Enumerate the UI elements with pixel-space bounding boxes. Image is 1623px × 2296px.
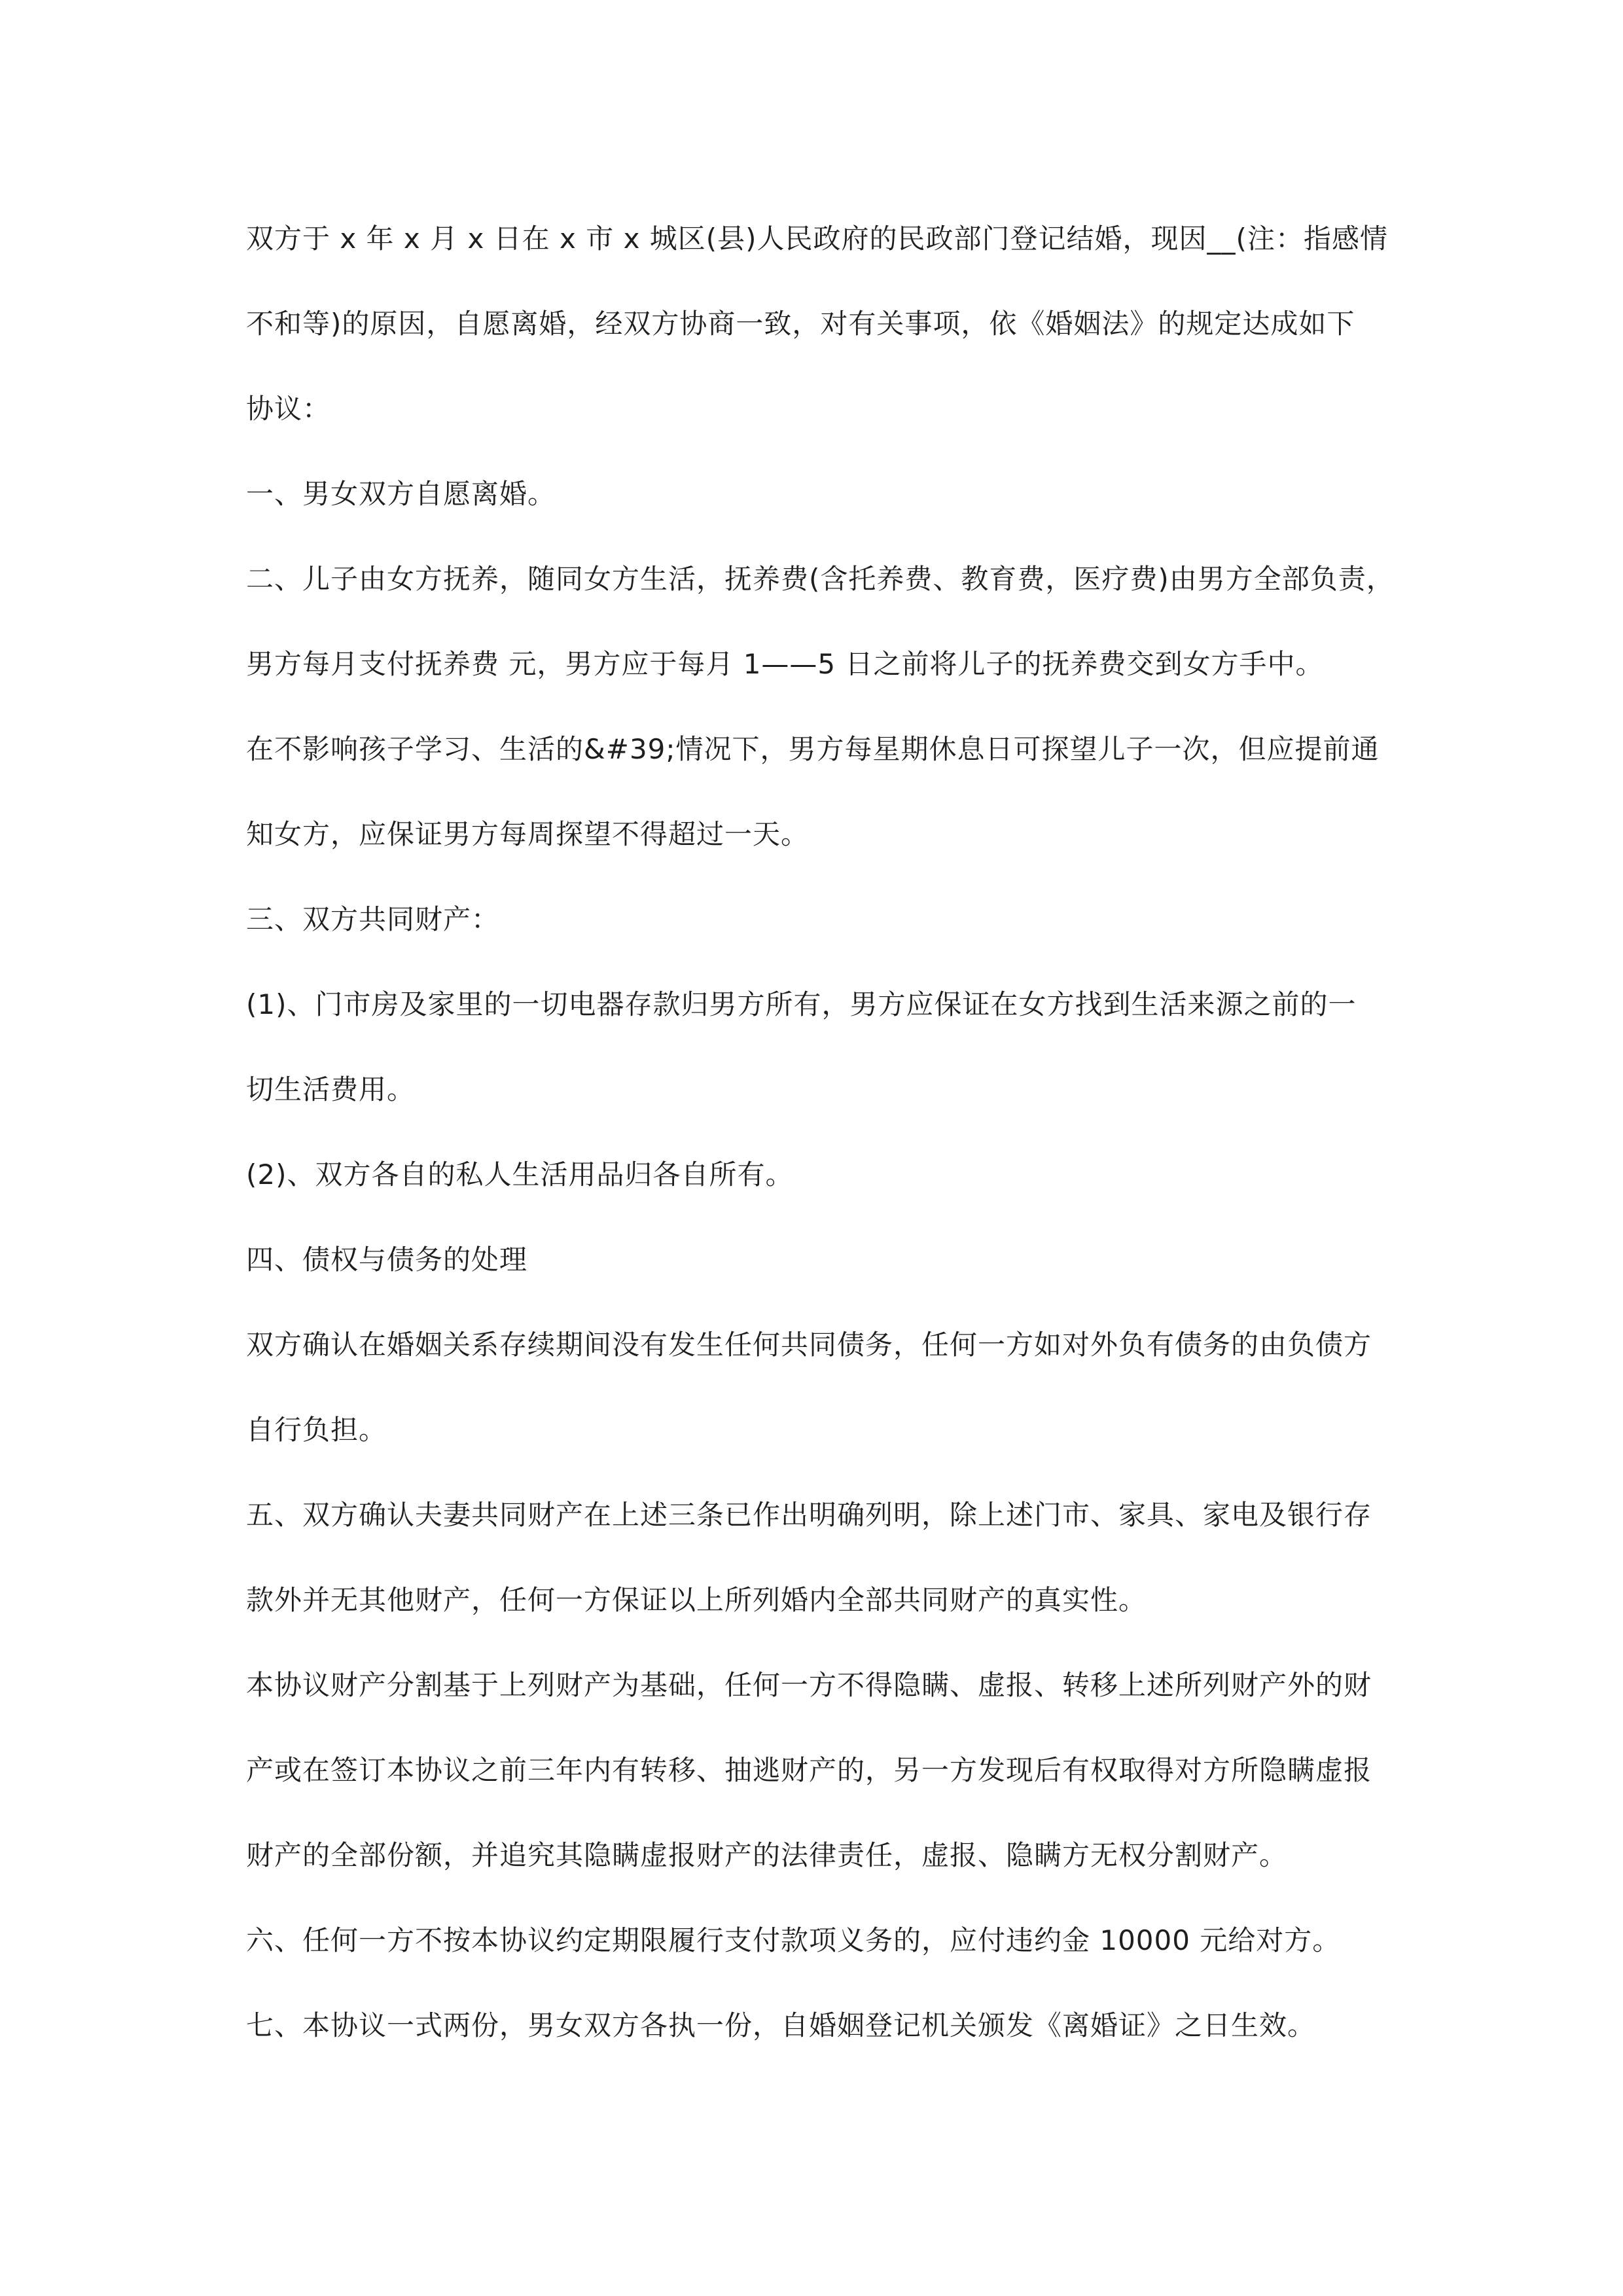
line-16: 五、双方确认夫妻共同财产在上述三条已作出明确列明，除上述门市、家具、家电及银行存 xyxy=(246,1499,1372,1531)
line-2: 不和等)的原因，自愿离婚，经双方协商一致，对有关事项，依《婚姻法》的规定达成如下 xyxy=(246,308,1355,340)
line-7: 在不影响孩子学习、生活的&#39;情况下，男方每星期休息日可探望儿子一次，但应提前通 xyxy=(246,733,1380,765)
line-6: 男方每月支付抚养费 元，男方应于每月 1——5 日之前将儿子的抚养费交到女方手中。 xyxy=(246,648,1324,680)
line-8: 知女方，应保证男方每周探望不得超过一天。 xyxy=(246,818,810,850)
line-12: (2)、双方各自的私人生活用品归各自所有。 xyxy=(246,1158,794,1191)
line-21: 六、任何一方不按本协议约定期限履行支付款项义务的，应付违约金 10000 元给对方。 xyxy=(246,1924,1341,1956)
line-11: 切生活费用。 xyxy=(246,1073,416,1105)
line-14: 双方确认在婚姻关系存续期间没有发生任何共同债务，任何一方如对外负有债务的由负债方 xyxy=(246,1329,1372,1361)
line-10: (1)、门市房及家里的一切电器存款归男方所有，男方应保证在女方找到生活来源之前的一 xyxy=(246,988,1357,1020)
line-18: 本协议财产分割基于上列财产为基础，任何一方不得隐瞒、虚报、转移上述所列财产外的财 xyxy=(246,1669,1372,1701)
line-1: 双方于 x 年 x 月 x 日在 x 市 x 城区(县)人民政府的民政部门登记结婚，现因__(注：指感情 xyxy=(246,223,1388,255)
line-13: 四、债权与债务的处理 xyxy=(246,1244,528,1276)
line-17: 款外并无其他财产，任何一方保证以上所列婚内全部共同财产的真实性。 xyxy=(246,1584,1147,1616)
line-19: 产或在签订本协议之前三年内有转移、抽逃财产的，另一方发现后有权取得对方所隐瞒虚报 xyxy=(246,1754,1372,1786)
line-15: 自行负担。 xyxy=(246,1414,387,1446)
line-9: 三、双方共同财产： xyxy=(246,903,500,935)
line-20: 财产的全部份额，并追究其隐瞒虚报财产的法律责任，虚报、隐瞒方无权分割财产。 xyxy=(246,1839,1288,1871)
line-22: 七、本协议一式两份，男女双方各执一份，自婚姻登记机关颁发《离婚证》之日生效。 xyxy=(246,2009,1316,2041)
line-3: 协议： xyxy=(246,393,331,425)
line-4: 一、男女双方自愿离婚。 xyxy=(246,478,556,510)
line-5: 二、儿子由女方抚养，随同女方生活，抚养费(含托养费、教育费，医疗费)由男方全部负责， xyxy=(246,563,1395,595)
